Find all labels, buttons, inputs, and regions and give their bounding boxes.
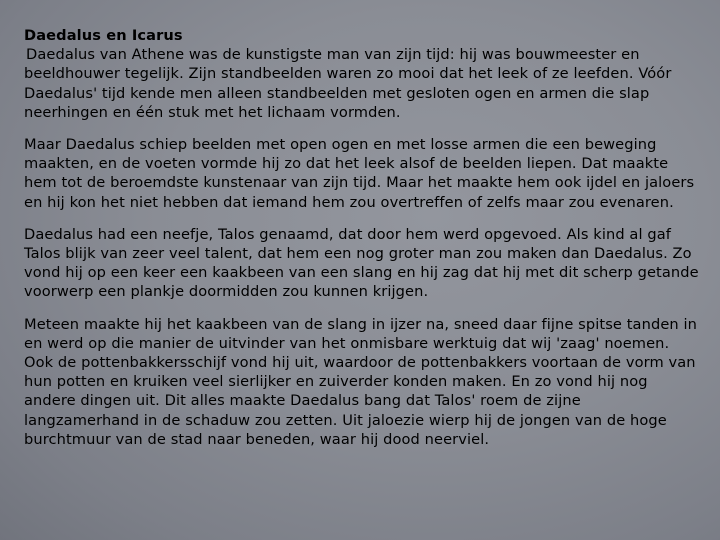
slide-title: Daedalus en Icarus — [24, 27, 183, 44]
slide-content — [24, 26, 700, 462]
paragraph-3: Daedalus had een neefje, Talos genaamd, dat door hem werd opgevoed. Als kind al gaf Talos blijk van zeer veel talent, dat hem een nog groter man zou maken dan Daedalus. Zo vond hij op een keer een kaakbeen van een slang en hij zag dat hij met dit scherp getande voorwerp een plankje doormidden zou kunnen krijgen. — [24, 225, 699, 301]
paragraph-1: Daedalus van Athene was de kunstigste man van zijn tijd: hij was bouwmeester en beeldhouwer tegelijk. Zijn standbeelden waren zo mooi dat het leek of ze leefden. Vóór Daedalus' tijd kende men alleen standbeelden met gesloten ogen en armen die slap neerhingen en één stuk met het lichaam vormden. — [24, 46, 672, 121]
paragraph-2: Maar Daedalus schiep beelden met open ogen en met losse armen die een beweging maakten, en de voeten vormde hij zo dat het leek alsof de beelden liepen. Dat maakte hem tot de beroemdste kunstenaar van zijn tijd. Maar het maakte hem ook ijdel en jaloers en hij kon het niet hebben dat iemand hem zou overtreffen of zelfs maar zou evenaren. — [24, 136, 695, 211]
paragraph-4: Meteen maakte hij het kaakbeen van de slang in ijzer na, sneed daar fijne spitse tanden in en werd op die manier de uitvinder van het onmisbare werktuig dat wij 'zaag' noemen. Ook de pottenbakkersschijf vond hij uit, waardoor de pottenbakkers voortaan de vorm van hun potten en kruiken veel sierlijker en zuiverder konden maken. En zo vond hij nog andere dingen uit. Dit alles maakte Daedalus bang dat Talos' roem de zijne langzamerhand in de schaduw zou zetten. Uit jaloezie wierp hij de jongen van de hoge burchtmuur van de stad naar beneden, waar hij dood neerviel. — [24, 315, 697, 448]
